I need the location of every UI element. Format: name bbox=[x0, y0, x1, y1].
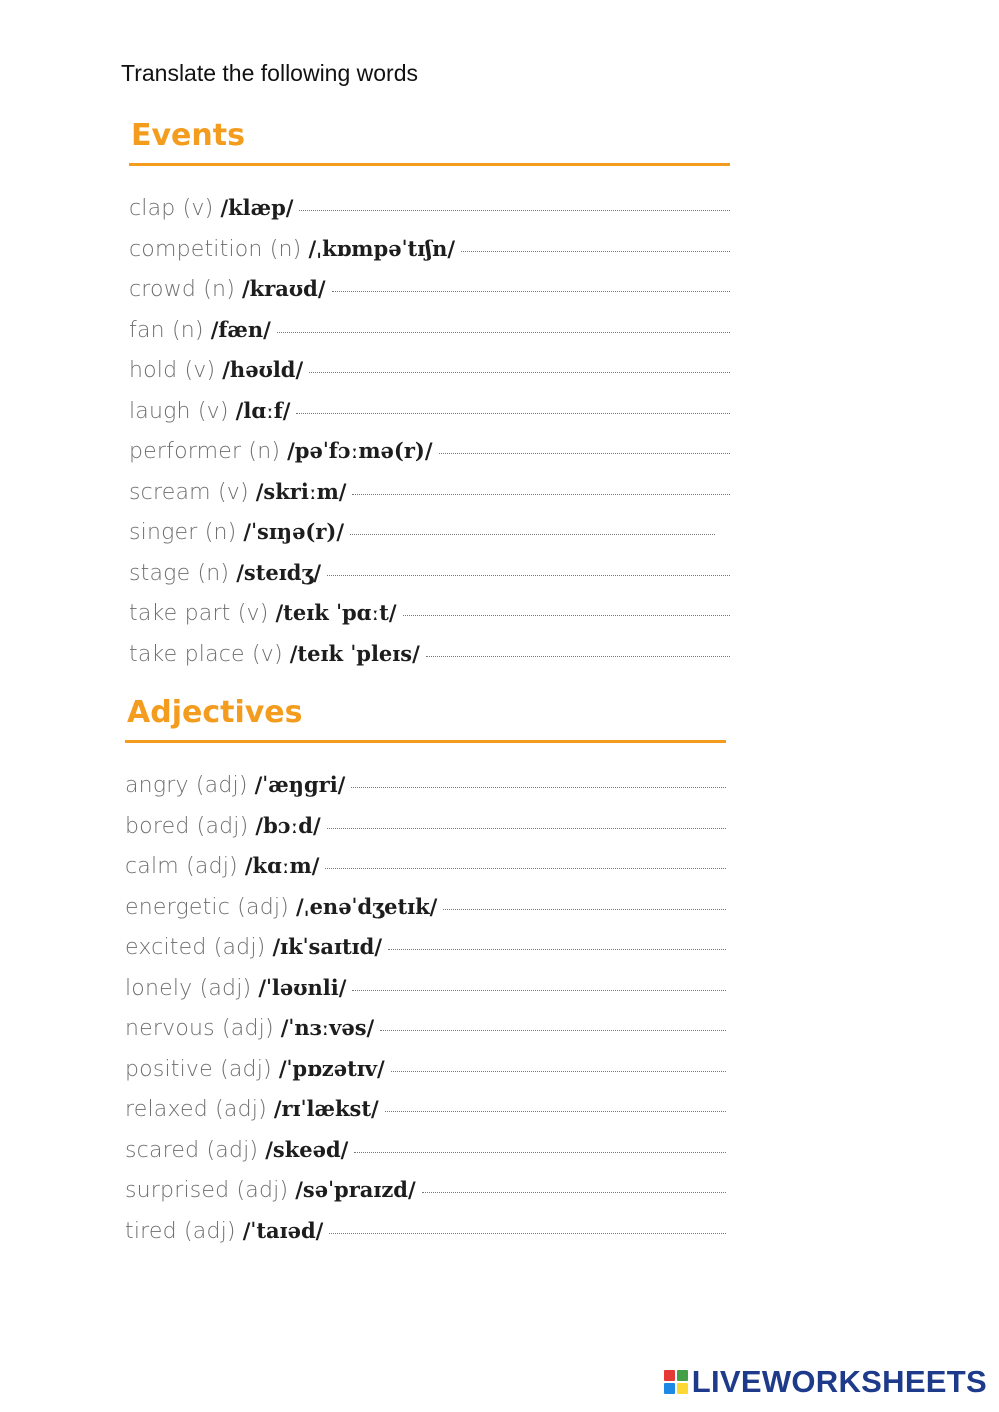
vocab-word: take part (v) bbox=[129, 601, 269, 626]
vocab-word: hold (v) bbox=[129, 358, 216, 383]
vocab-word: crowd (n) bbox=[129, 277, 235, 302]
vocab-row-stage bbox=[129, 553, 730, 594]
vocab-pronunciation: /skeəd/ bbox=[265, 1136, 349, 1162]
vocab-word: excited (adj) bbox=[125, 935, 266, 960]
vocab-row-competition bbox=[129, 229, 730, 270]
adjectives-divider bbox=[125, 740, 726, 743]
translation-answer-line[interactable] bbox=[352, 990, 726, 991]
vocab-row-crowd bbox=[129, 269, 730, 310]
vocab-row-tired bbox=[125, 1211, 726, 1252]
vocab-pronunciation: /ˈnɜːvəs/ bbox=[280, 1015, 375, 1040]
translation-answer-line[interactable] bbox=[461, 251, 730, 252]
translation-answer-line[interactable] bbox=[296, 413, 730, 414]
vocab-pronunciation: /teɪk ˈpɑːt/ bbox=[275, 600, 397, 625]
vocab-pronunciation: /ˈtaɪəd/ bbox=[242, 1217, 324, 1243]
translation-answer-line[interactable] bbox=[277, 332, 730, 333]
vocab-pronunciation: /lɑːf/ bbox=[235, 397, 291, 423]
translation-answer-line[interactable] bbox=[391, 1071, 726, 1072]
vocab-word: take place (v) bbox=[129, 641, 283, 667]
vocab-row-surprised bbox=[125, 1170, 726, 1211]
vocab-row-performer bbox=[129, 431, 730, 472]
vocab-pronunciation: /bɔːd/ bbox=[255, 812, 321, 838]
vocab-word: laugh (v) bbox=[129, 398, 229, 424]
liveworksheets-logo-text: LIVEWORKSHEETS bbox=[691, 1364, 987, 1399]
translation-answer-line[interactable] bbox=[325, 868, 726, 869]
vocab-word: performer (n) bbox=[129, 439, 281, 464]
vocab-row-clap bbox=[129, 188, 730, 229]
vocab-pronunciation: /fæn/ bbox=[210, 316, 271, 342]
translation-answer-line[interactable] bbox=[354, 1152, 726, 1153]
adjectives-list bbox=[125, 765, 726, 1251]
vocab-row-laugh bbox=[129, 391, 730, 432]
vocab-word: nervous (adj) bbox=[125, 1016, 274, 1041]
vocab-pronunciation: /ɪkˈsaɪtɪd/ bbox=[272, 934, 383, 959]
vocab-word: fan (n) bbox=[129, 317, 204, 343]
events-heading: Events bbox=[131, 118, 245, 153]
vocab-pronunciation: /skriːm/ bbox=[255, 478, 347, 504]
translation-answer-line[interactable] bbox=[332, 291, 731, 292]
vocab-row-lonely bbox=[125, 968, 726, 1009]
vocab-pronunciation: /kraʊd/ bbox=[241, 276, 326, 301]
vocab-pronunciation: /pəˈfɔːmə(r)/ bbox=[287, 438, 433, 463]
vocab-pronunciation: /həʊld/ bbox=[222, 357, 304, 382]
vocab-word: lonely (adj) bbox=[125, 975, 252, 1001]
vocab-word: clap (v) bbox=[129, 196, 214, 221]
translation-answer-line[interactable] bbox=[385, 1111, 726, 1112]
translation-answer-line[interactable] bbox=[443, 909, 726, 910]
liveworksheets-logo-icon bbox=[664, 1370, 688, 1394]
vocab-word: singer (n) bbox=[129, 520, 237, 545]
vocab-row-angry bbox=[125, 765, 726, 806]
vocab-word: angry (adj) bbox=[125, 773, 248, 798]
vocab-word: competition (n) bbox=[129, 236, 302, 262]
translation-answer-line[interactable] bbox=[426, 656, 730, 657]
vocab-pronunciation: /ˈæŋgri/ bbox=[254, 772, 346, 797]
vocab-pronunciation: /ˈsɪŋə(r)/ bbox=[243, 519, 345, 544]
vocab-pronunciation: /kɑːm/ bbox=[244, 853, 320, 878]
vocab-row-scream bbox=[129, 472, 730, 513]
translation-answer-line[interactable] bbox=[309, 372, 730, 373]
vocab-word: positive (adj) bbox=[125, 1056, 272, 1082]
vocab-row-take-place bbox=[129, 634, 730, 675]
vocab-pronunciation: /səˈpraɪzd/ bbox=[295, 1177, 416, 1202]
events-section bbox=[129, 113, 730, 674]
events-list bbox=[129, 188, 730, 674]
vocab-word: relaxed (adj) bbox=[125, 1097, 267, 1122]
vocab-pronunciation: /ˈpɒzətɪv/ bbox=[278, 1055, 385, 1081]
translation-answer-line[interactable] bbox=[327, 575, 730, 576]
vocab-word: bored (adj) bbox=[125, 813, 249, 839]
vocab-row-energetic bbox=[125, 887, 726, 928]
events-divider bbox=[129, 163, 730, 166]
vocab-word: energetic (adj) bbox=[125, 894, 289, 920]
adjectives-heading: Adjectives bbox=[127, 695, 303, 730]
vocab-pronunciation: /teɪk ˈpleɪs/ bbox=[289, 640, 420, 666]
vocab-pronunciation: /ˌenəˈdʒetɪk/ bbox=[295, 893, 438, 919]
vocab-pronunciation: /ˌkɒmpəˈtɪʃn/ bbox=[308, 235, 456, 261]
vocab-pronunciation: /ˈləʊnli/ bbox=[258, 974, 347, 1000]
vocab-word: surprised (adj) bbox=[125, 1178, 289, 1203]
translation-answer-line[interactable] bbox=[422, 1192, 726, 1193]
vocab-row-excited bbox=[125, 927, 726, 968]
vocab-row-calm bbox=[125, 846, 726, 887]
vocab-pronunciation: /rɪˈlækst/ bbox=[273, 1096, 379, 1121]
translation-answer-line[interactable] bbox=[299, 210, 730, 211]
vocab-row-nervous bbox=[125, 1008, 726, 1049]
translation-answer-line[interactable] bbox=[380, 1030, 726, 1031]
vocab-row-take-part bbox=[129, 593, 730, 634]
vocab-row-scared bbox=[125, 1130, 726, 1171]
vocab-word: tired (adj) bbox=[125, 1218, 236, 1244]
vocab-word: stage (n) bbox=[129, 560, 230, 586]
translation-answer-line[interactable] bbox=[327, 828, 726, 829]
instruction-text: Translate the following words bbox=[121, 60, 419, 86]
translation-answer-line[interactable] bbox=[439, 453, 730, 454]
translation-answer-line[interactable] bbox=[350, 534, 715, 535]
vocab-row-fan bbox=[129, 310, 730, 351]
translation-answer-line[interactable] bbox=[388, 949, 726, 950]
liveworksheets-logo bbox=[664, 1364, 987, 1400]
translation-answer-line[interactable] bbox=[329, 1233, 726, 1234]
vocab-word: calm (adj) bbox=[125, 854, 238, 879]
translation-answer-line[interactable] bbox=[352, 494, 730, 495]
vocab-row-positive bbox=[125, 1049, 726, 1090]
vocab-row-relaxed bbox=[125, 1089, 726, 1130]
vocab-word: scared (adj) bbox=[125, 1137, 259, 1163]
vocab-pronunciation: /steɪdʒ/ bbox=[236, 559, 322, 585]
vocab-word: scream (v) bbox=[129, 479, 249, 505]
translation-answer-line[interactable] bbox=[403, 615, 731, 616]
vocab-row-singer bbox=[129, 512, 730, 553]
vocab-pronunciation: /klæp/ bbox=[220, 195, 294, 220]
vocab-row-bored bbox=[125, 806, 726, 847]
adjectives-section bbox=[125, 690, 726, 1251]
vocab-row-hold bbox=[129, 350, 730, 391]
translation-answer-line[interactable] bbox=[351, 787, 726, 788]
